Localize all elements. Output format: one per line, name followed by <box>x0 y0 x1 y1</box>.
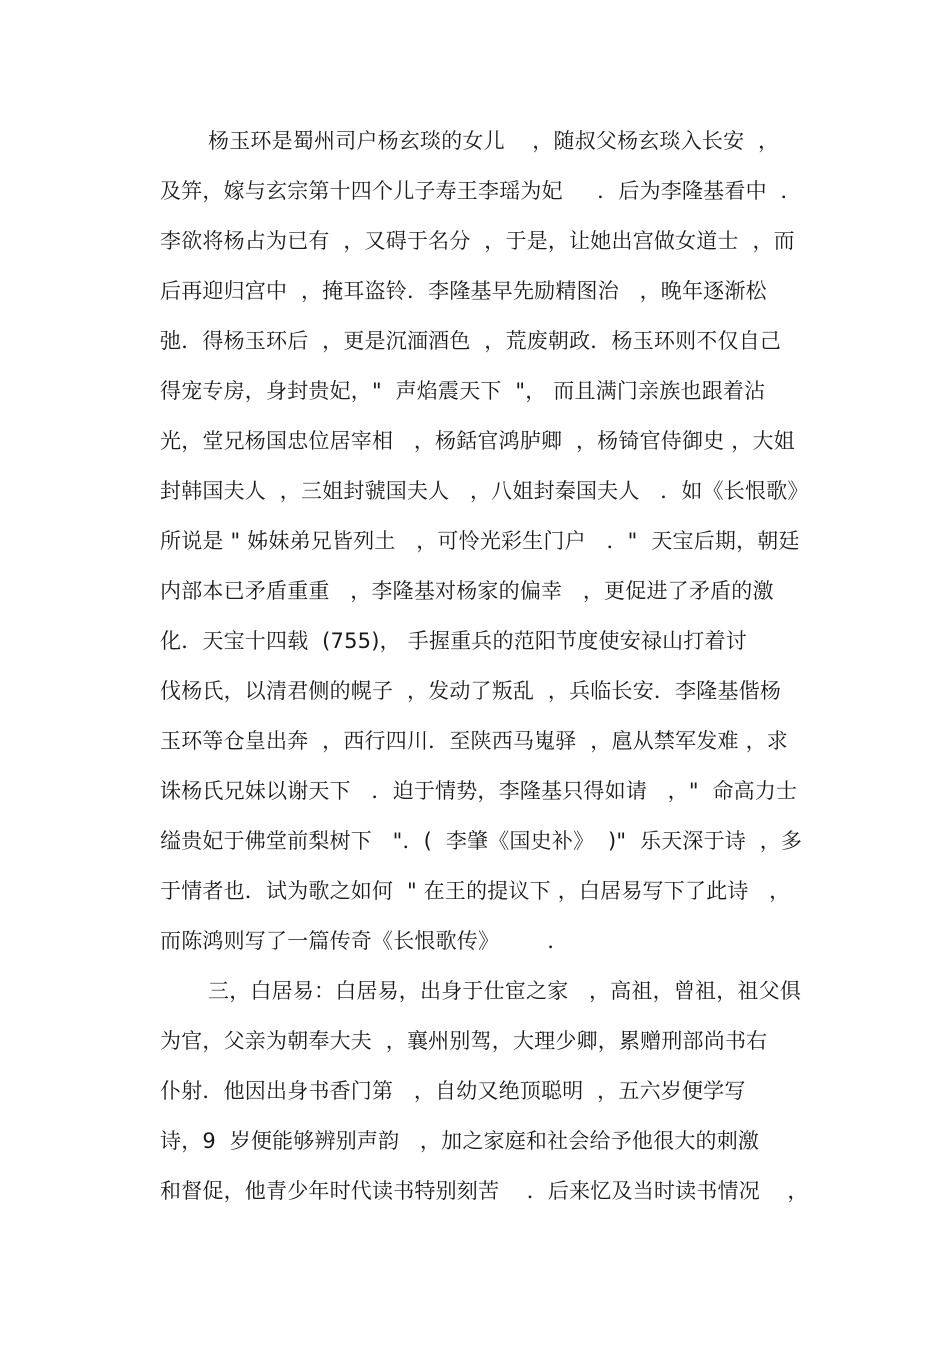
paragraph-1-line-5: 弛．得杨玉环后 ，更是沉湎酒色 ，荒废朝政．杨玉环则不仅自己 <box>160 329 782 353</box>
paragraph-1-line-6: 得宠专房，身封贵妃，" 声焰震天下 "， 而且满门亲族也跟着沾 <box>160 379 766 403</box>
paragraph-1-line-10: 内部本已矛盾重重 ，李隆基对杨家的偏幸 ，更促进了矛盾的激 <box>160 579 774 603</box>
paragraph-1-line-8: 封韩国夫人 ，三姐封虢国夫人 ，八姐封秦国夫人 ．如《长恨歌》 <box>160 479 809 503</box>
paragraph-2-line-2: 为官，父亲为朝奉大夫 ，襄州别驾，大理少卿，累赠刑部尚书右 <box>160 1029 768 1053</box>
paragraph-1-line-1: 杨玉环是蜀州司户杨玄琰的女儿 ，随叔父杨玄琰入长安 ， <box>208 129 780 153</box>
paragraph-1-line-7: 光，堂兄杨国忠位居宰相 ，杨銛官鸿胪卿 ，杨锜官侍御史 ，大姐 <box>160 429 795 453</box>
paragraph-1-line-17: 而陈鸿则写了一篇传奇《长恨歌传》 ． <box>160 929 569 953</box>
paragraph-1-line-11: 化．天宝十四载 (755)， 手握重兵的范阳节度使安禄山打着讨 <box>160 629 747 653</box>
paragraph-1-line-13: 玉环等仓皇出奔 ，西行四川．至陕西马嵬驿 ，扈从禁军发难 ，求 <box>160 729 788 753</box>
paragraph-1-line-9: 所说是 " 姊妹弟兄皆列土 ，可怜光彩生门户 ．" 天宝后期，朝廷 <box>160 529 800 553</box>
paragraph-2-line-3: 仆射．他因出身书香门第 ，自幼又绝顶聪明 ，五六岁便学写 <box>160 1079 746 1103</box>
paragraph-2-line-4: 诗，9 岁便能够辨别声韵 ，加之家庭和社会给予他很大的刺激 <box>160 1129 760 1153</box>
paragraph-1-line-14: 诛杨氏兄妹以谢天下 ．迫于情势，李隆基只得如请 ，" 命高力士 <box>160 779 798 803</box>
paragraph-1-line-2: 及笄，嫁与玄宗第十四个儿子寿王李瑶为妃 ．后为李隆基看中 ． <box>160 179 802 203</box>
paragraph-2-line-1: 三，白居易：白居易，出身于仕宦之家 ，高祖，曾祖，祖父俱 <box>208 979 802 1003</box>
paragraph-1-line-4: 后再迎归宫中 ，掩耳盗铃．李隆基早先励精图治 ，晚年逐渐松 <box>160 279 767 303</box>
paragraph-1-line-15: 缢贵妃于佛堂前梨树下 "．( 李肇《国史补》 )" 乐天深于诗 ，多 <box>160 829 803 853</box>
paragraph-2-line-5: 和督促，他青少年时代读书特别刻苦 ．后来忆及当时读书情况 ， <box>160 1179 809 1203</box>
paragraph-1-line-3: 李欲将杨占为已有 ，又碍于名分 ，于是，让她出宫做女道士 ，而 <box>160 229 795 253</box>
paragraph-1-line-16: 于情者也．试为歌之如何 " 在王的提议下 ，白居易写下了此诗 ， <box>160 879 791 903</box>
paragraph-1-line-12: 伐杨氏，以清君侧的幌子 ，发动了叛乱 ，兵临长安．李隆基偕杨 <box>160 679 782 703</box>
